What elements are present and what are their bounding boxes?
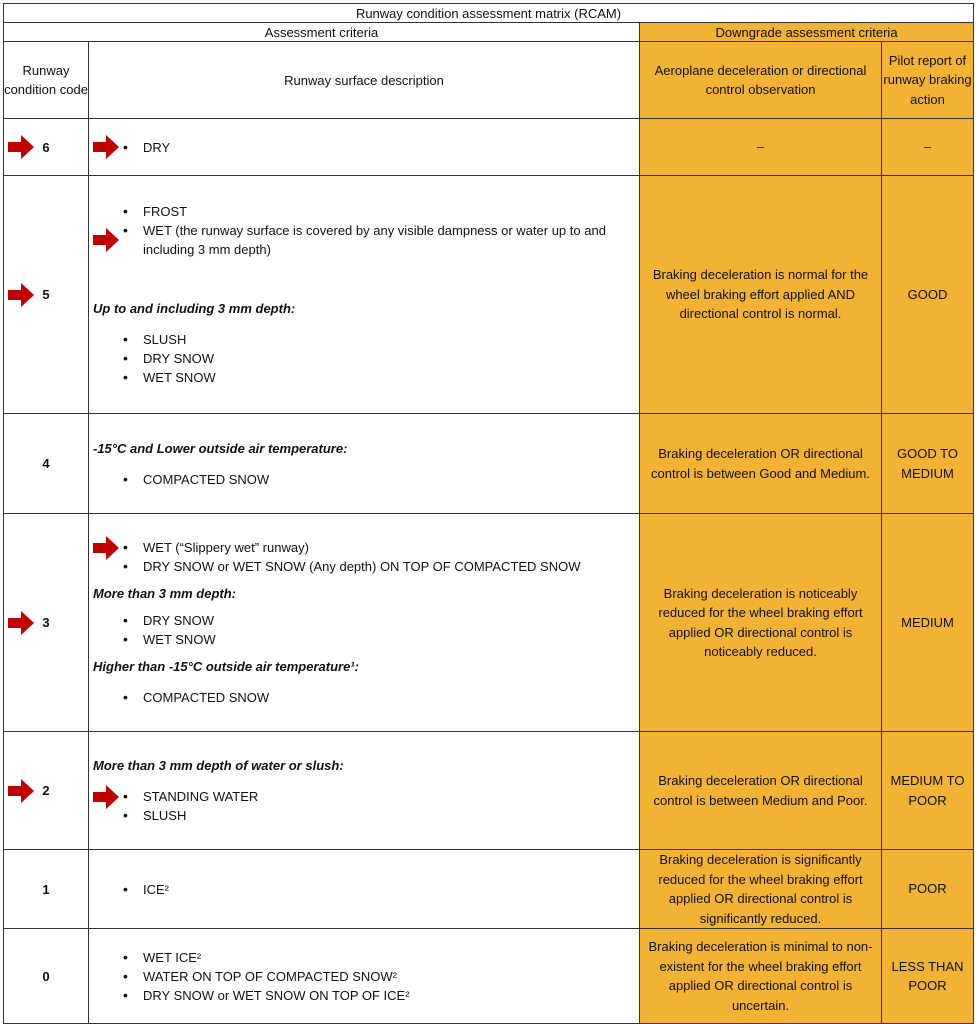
code-cell <box>4 119 89 176</box>
surface-description-cell <box>89 119 640 176</box>
list-item: • WET SNOW <box>93 630 633 649</box>
observation-cell: Braking deceleration is significantly reduced for the wheel braking effort applied OR directional control is significantly reduced. <box>640 850 882 929</box>
list-item: • SLUSH <box>93 330 633 349</box>
pilot-report-cell: GOOD <box>882 176 974 414</box>
table-row <box>4 514 974 732</box>
condition-code: 6 <box>42 139 50 155</box>
surface-description-cell <box>89 414 640 514</box>
surface-description-cell <box>89 929 640 1024</box>
surface-description-cell <box>89 514 640 732</box>
list-item: • STANDING WATER <box>93 787 633 806</box>
list-item: • WATER ON TOP OF COMPACTED SNOW² <box>93 967 633 986</box>
list-item: • COMPACTED SNOW <box>93 470 633 489</box>
surface-column-header: Runway surface description <box>89 42 640 119</box>
pilot-report-cell: GOOD TO MEDIUM <box>882 414 974 514</box>
list-item: • ICE² <box>93 880 633 899</box>
code-cell <box>4 514 89 732</box>
pilot-report-cell: MEDIUM TO POOR <box>882 732 974 850</box>
code-cell <box>4 850 89 929</box>
pilot-report-cell: MEDIUM <box>882 514 974 732</box>
table-title: Runway condition assessment matrix (RCAM) <box>4 4 974 23</box>
list-item: • SLUSH <box>93 806 633 825</box>
list-item: • DRY SNOW <box>93 611 633 630</box>
pilot-report-cell: POOR <box>882 850 974 929</box>
list-item: • DRY SNOW or WET SNOW (Any depth) ON TOP OF COMPACTED SNOW <box>93 557 633 576</box>
table-row <box>4 732 974 850</box>
red-arrow-icon <box>93 228 119 252</box>
list-item: • WET (“Slippery wet” runway) <box>93 538 633 557</box>
code-cell <box>4 929 89 1024</box>
code-cell <box>4 732 89 850</box>
red-arrow-icon <box>8 611 34 635</box>
table-row <box>4 850 974 929</box>
observation-cell: Braking deceleration is normal for the wheel braking effort applied AND directional control is normal. <box>640 176 882 414</box>
list-item: • WET ICE² <box>93 948 633 967</box>
observation-cell: – <box>640 119 882 176</box>
observation-cell: Braking deceleration OR directional control is between Medium and Poor. <box>640 732 882 850</box>
surface-description-cell <box>89 732 640 850</box>
list-item: • DRY SNOW or WET SNOW ON TOP OF ICE² <box>93 986 633 1005</box>
list-item: • WET SNOW <box>93 368 633 387</box>
section-heading: Up to and including 3 mm depth: <box>93 301 296 316</box>
downgrade-criteria-header: Downgrade assessment criteria <box>640 23 974 42</box>
pilot-report-column-header: Pilot report of runway braking action <box>882 42 974 119</box>
code-cell <box>4 176 89 414</box>
section-heading: -15°C and Lower outside air temperature: <box>93 440 348 456</box>
red-arrow-icon <box>93 536 119 560</box>
red-arrow-icon <box>93 135 119 159</box>
table-row <box>4 414 974 514</box>
condition-code: 1 <box>42 881 50 897</box>
observation-column-header: Aeroplane deceleration or directional control observation <box>640 42 882 119</box>
list-item: • DRY SNOW <box>93 349 633 368</box>
section-heading: More than 3 mm depth of water or slush: <box>93 758 344 773</box>
red-arrow-icon <box>8 283 34 307</box>
table-row <box>4 119 974 176</box>
assessment-criteria-header: Assessment criteria <box>4 23 640 42</box>
list-item: • WET (the runway surface is covered by any visible dampness or water up to and including 3 mm depth) <box>93 221 633 259</box>
pilot-report-cell: LESS THAN POOR <box>882 929 974 1024</box>
red-arrow-icon <box>8 135 34 159</box>
condition-code: 5 <box>42 287 50 302</box>
surface-description-cell <box>89 176 640 414</box>
code-column-header: Runway condition code <box>4 42 89 119</box>
table-row <box>4 929 974 1024</box>
condition-code: 0 <box>42 968 50 984</box>
list-item: • FROST <box>93 202 633 221</box>
section-heading: Higher than -15°C outside air temperature¹: <box>93 659 359 674</box>
section-heading: More than 3 mm depth: <box>93 586 237 601</box>
condition-code: 4 <box>42 456 50 471</box>
red-arrow-icon <box>8 779 34 803</box>
pilot-report-cell: – <box>882 119 974 176</box>
list-item: • DRY <box>93 138 633 157</box>
table-row <box>4 176 974 414</box>
condition-code: 2 <box>42 783 50 798</box>
code-cell <box>4 414 89 514</box>
observation-cell: Braking deceleration is noticeably reduced for the wheel braking effort applied OR directional control is noticeably reduced. <box>640 514 882 732</box>
rcam-table <box>3 3 974 1024</box>
list-item: • COMPACTED SNOW <box>93 688 633 707</box>
condition-code: 3 <box>42 615 50 630</box>
red-arrow-icon <box>93 785 119 809</box>
observation-cell: Braking deceleration OR directional control is between Good and Medium. <box>640 414 882 514</box>
observation-cell: Braking deceleration is minimal to non-existent for the wheel braking effort applied OR directional control is uncertain. <box>640 929 882 1024</box>
surface-description-cell <box>89 850 640 929</box>
